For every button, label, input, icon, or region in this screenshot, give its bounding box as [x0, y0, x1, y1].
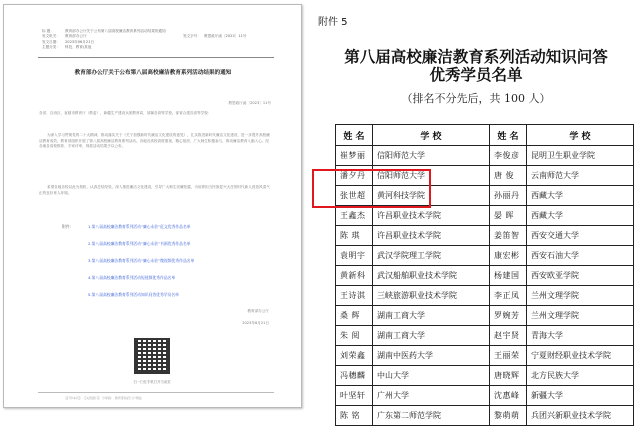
- notice-doc-number: 教思政厅函〔2023〕11号: [228, 101, 271, 105]
- attachment-link[interactable]: 3.第八届高校廉洁教育系列活动“廉心永驻”微视频优秀作品名单: [88, 258, 195, 263]
- student-name: 姜笛智: [490, 226, 527, 246]
- school-name: 西藏大学: [527, 186, 634, 206]
- meta-value: 教思政厅函〔2023〕11号: [204, 34, 247, 39]
- table-body: [336, 146, 634, 426]
- school-name: 北方民族大学: [527, 366, 634, 386]
- notice-date: 2023年6月21日: [242, 321, 269, 325]
- table-row: [336, 206, 634, 226]
- list-subtitle: （排名不分先后，共 100 人）: [401, 92, 551, 105]
- student-name: 李俊彦: [490, 146, 527, 166]
- school-name: 宁夏财经职业技术学院: [527, 346, 634, 366]
- school-name: 广东第二师范学院: [373, 406, 490, 426]
- school-name: 云南师范大学: [527, 166, 634, 186]
- school-name: 许昌职业技术学院: [373, 226, 490, 246]
- student-name: 李正凤: [490, 286, 527, 306]
- school-name: 信阳师范大学: [373, 146, 490, 166]
- list-page: [315, 0, 637, 442]
- table-row: [336, 306, 634, 326]
- table-row: [336, 166, 634, 186]
- footer-divider: [38, 392, 274, 393]
- school-name: 中山大学: [373, 366, 490, 386]
- school-name: 新疆大学: [527, 386, 634, 406]
- student-name: 杨建国: [490, 266, 527, 286]
- school-name: 青海大学: [527, 326, 634, 346]
- student-name: 刘荣鑫: [336, 346, 373, 366]
- student-name: 王丽荣: [490, 346, 527, 366]
- meta-value: 科技、教育\其他: [65, 45, 92, 50]
- school-name: 武汉学院理工学院: [373, 246, 490, 266]
- meta-value: [204, 45, 272, 50]
- table-row: [336, 226, 634, 246]
- attachments-label: 附件：: [62, 224, 74, 229]
- student-name: 晏 晖: [490, 206, 527, 226]
- school-name: 湖南工商大学: [373, 326, 490, 346]
- header-school: 学 校: [527, 125, 634, 146]
- table-row: [336, 286, 634, 306]
- school-name: 湖南工商大学: [373, 306, 490, 326]
- meta-key: 主题分类：: [42, 45, 60, 50]
- table-row: [336, 366, 634, 386]
- school-name: 西安欧亚学院: [527, 266, 634, 286]
- table-header-row: [336, 125, 634, 146]
- table-row: [336, 146, 634, 166]
- table-row: [336, 246, 634, 266]
- meta-value: 2023年06月21日: [65, 39, 95, 44]
- winners-table: [335, 124, 634, 426]
- school-name: 兰州文理学院: [527, 306, 634, 326]
- meta-key: 发文日期：: [42, 39, 60, 44]
- list-title: [315, 48, 637, 84]
- school-name: 兰州文理学院: [527, 286, 634, 306]
- table-row: [336, 386, 634, 406]
- student-name: 袁明宇: [336, 246, 373, 266]
- school-name: 三峡旅游职业技术学院: [373, 286, 490, 306]
- student-name: 潘夕丹: [336, 166, 373, 186]
- qr-caption: 扫一扫在手机打开当前页: [133, 380, 171, 384]
- notice-salutation: 各省、自治区、直辖市教育厅（教委），新疆生产建设兵团教育局，部属各高等学校，部省合建各高等学校：: [39, 111, 212, 115]
- meta-divider: [38, 57, 274, 58]
- student-name: 朱 阅: [336, 326, 373, 346]
- school-name: 信阳师范大学: [373, 166, 490, 186]
- notice-body-2: 希望各地各校以此为契机，认真总结经验，深入推进廉洁文化建设，引导广大师生崇廉拒腐，为培养担当民族复兴大任的时代新人营造风清气正的良好育人环境。: [39, 185, 270, 195]
- student-name: 黄新科: [336, 266, 373, 286]
- school-name: 兵团兴新职业技术学院: [527, 406, 634, 426]
- student-name: 唐 俊: [490, 166, 527, 186]
- school-name: 武汉船舶职业技术学院: [373, 266, 490, 286]
- attachment-link[interactable]: 1.第八届高校廉洁教育系列活动“廉心永驻”征文优秀作品名单: [88, 224, 191, 229]
- header-name: 姓 名: [336, 125, 373, 146]
- attachment-tag: 附件 5: [318, 17, 348, 28]
- student-name: 罗婉芳: [490, 306, 527, 326]
- student-name: 赵宇贤: [490, 326, 527, 346]
- student-name: 王诗淇: [336, 286, 373, 306]
- meta-key: 发文字号：: [183, 34, 201, 39]
- student-name: 孙丽丹: [490, 186, 527, 206]
- school-name: 西安石油大学: [527, 246, 634, 266]
- school-name: 黄河科技学院: [373, 186, 490, 206]
- table-row: [336, 266, 634, 286]
- list-title-line2: 优秀学员名单: [429, 65, 523, 84]
- student-name: 康宏彬: [490, 246, 527, 266]
- school-name: 昆明卫生职业学院: [527, 146, 634, 166]
- school-name: 广州大学: [373, 386, 490, 406]
- student-name: 冯穗麟: [336, 366, 373, 386]
- student-name: 唐晓辉: [490, 366, 527, 386]
- student-name: 崔梦丽: [336, 146, 373, 166]
- attachment-link[interactable]: 5.第八届高校廉洁教育系列活动知识问答优秀学员名单: [88, 292, 179, 297]
- meta-row: [42, 45, 272, 50]
- notice-issuer: 教育部办公厅: [247, 309, 269, 313]
- student-name: 陈 铭: [336, 406, 373, 426]
- meta-value: 教育部办公厅: [65, 34, 87, 39]
- header-school: 学 校: [373, 125, 490, 146]
- meta-key: 标 题：: [42, 29, 54, 33]
- qr-code: [134, 338, 170, 374]
- notice-meta-table: [42, 29, 272, 51]
- list-title-line1: 第八届高校廉洁教育系列活动知识问答: [344, 47, 608, 66]
- meta-key: [183, 45, 204, 50]
- student-name: 叶坚轩: [336, 386, 373, 406]
- student-name: 张世超: [336, 186, 373, 206]
- page-footer[interactable]: 【打印本页】 【关闭窗口】 分享到： 教育部政府门户网站: [64, 396, 142, 400]
- table-row: [336, 326, 634, 346]
- meta-key: 发文机关：: [42, 34, 60, 39]
- notice-body-1: 为深入学习贯彻党的二十大精神，推动落实关于《关于加强新时代廉洁文化建设的意见》，扎实推进新时代廉洁文化建设，进一步提升高校廉洁教育成效，教育部组织开展了第八届高校廉洁教育系列活动。各地各高校高度重视，精心组织，广大师生积极参与，推动廉洁教育入脑入心。经各地各高校推荐、专家评审，现将活动结果予以公布。: [39, 133, 270, 149]
- school-name: 湖南中医药大学: [373, 346, 490, 366]
- table-row: [336, 406, 634, 426]
- student-name: 黎萌萌: [490, 406, 527, 426]
- header-name: 姓 名: [490, 125, 527, 146]
- attachment-link[interactable]: 2.第八届高校廉洁教育系列活动“廉心永驻”书画优秀作品名单: [88, 241, 191, 246]
- table-row: [336, 186, 634, 206]
- attachment-link[interactable]: 4.第八届高校廉洁教育系列活动短视频优秀作品名单: [88, 275, 176, 280]
- meta-value: 教育部办公厅关于公布第八届高校廉洁教育系列活动结果的通知: [65, 29, 166, 33]
- student-name: 沈惠峰: [490, 386, 527, 406]
- table-row: [336, 346, 634, 366]
- school-name: 许昌职业技术学院: [373, 206, 490, 226]
- school-name: 西藏大学: [527, 206, 634, 226]
- student-name: 王鑫杰: [336, 206, 373, 226]
- school-name: 西安交通大学: [527, 226, 634, 246]
- student-name: 陈 琪: [336, 226, 373, 246]
- notice-page: [3, 4, 302, 408]
- notice-title: 教育部办公厅关于公布第八届高校廉洁教育系列活动结果的通知: [74, 70, 232, 76]
- student-name: 桑 辉: [336, 306, 373, 326]
